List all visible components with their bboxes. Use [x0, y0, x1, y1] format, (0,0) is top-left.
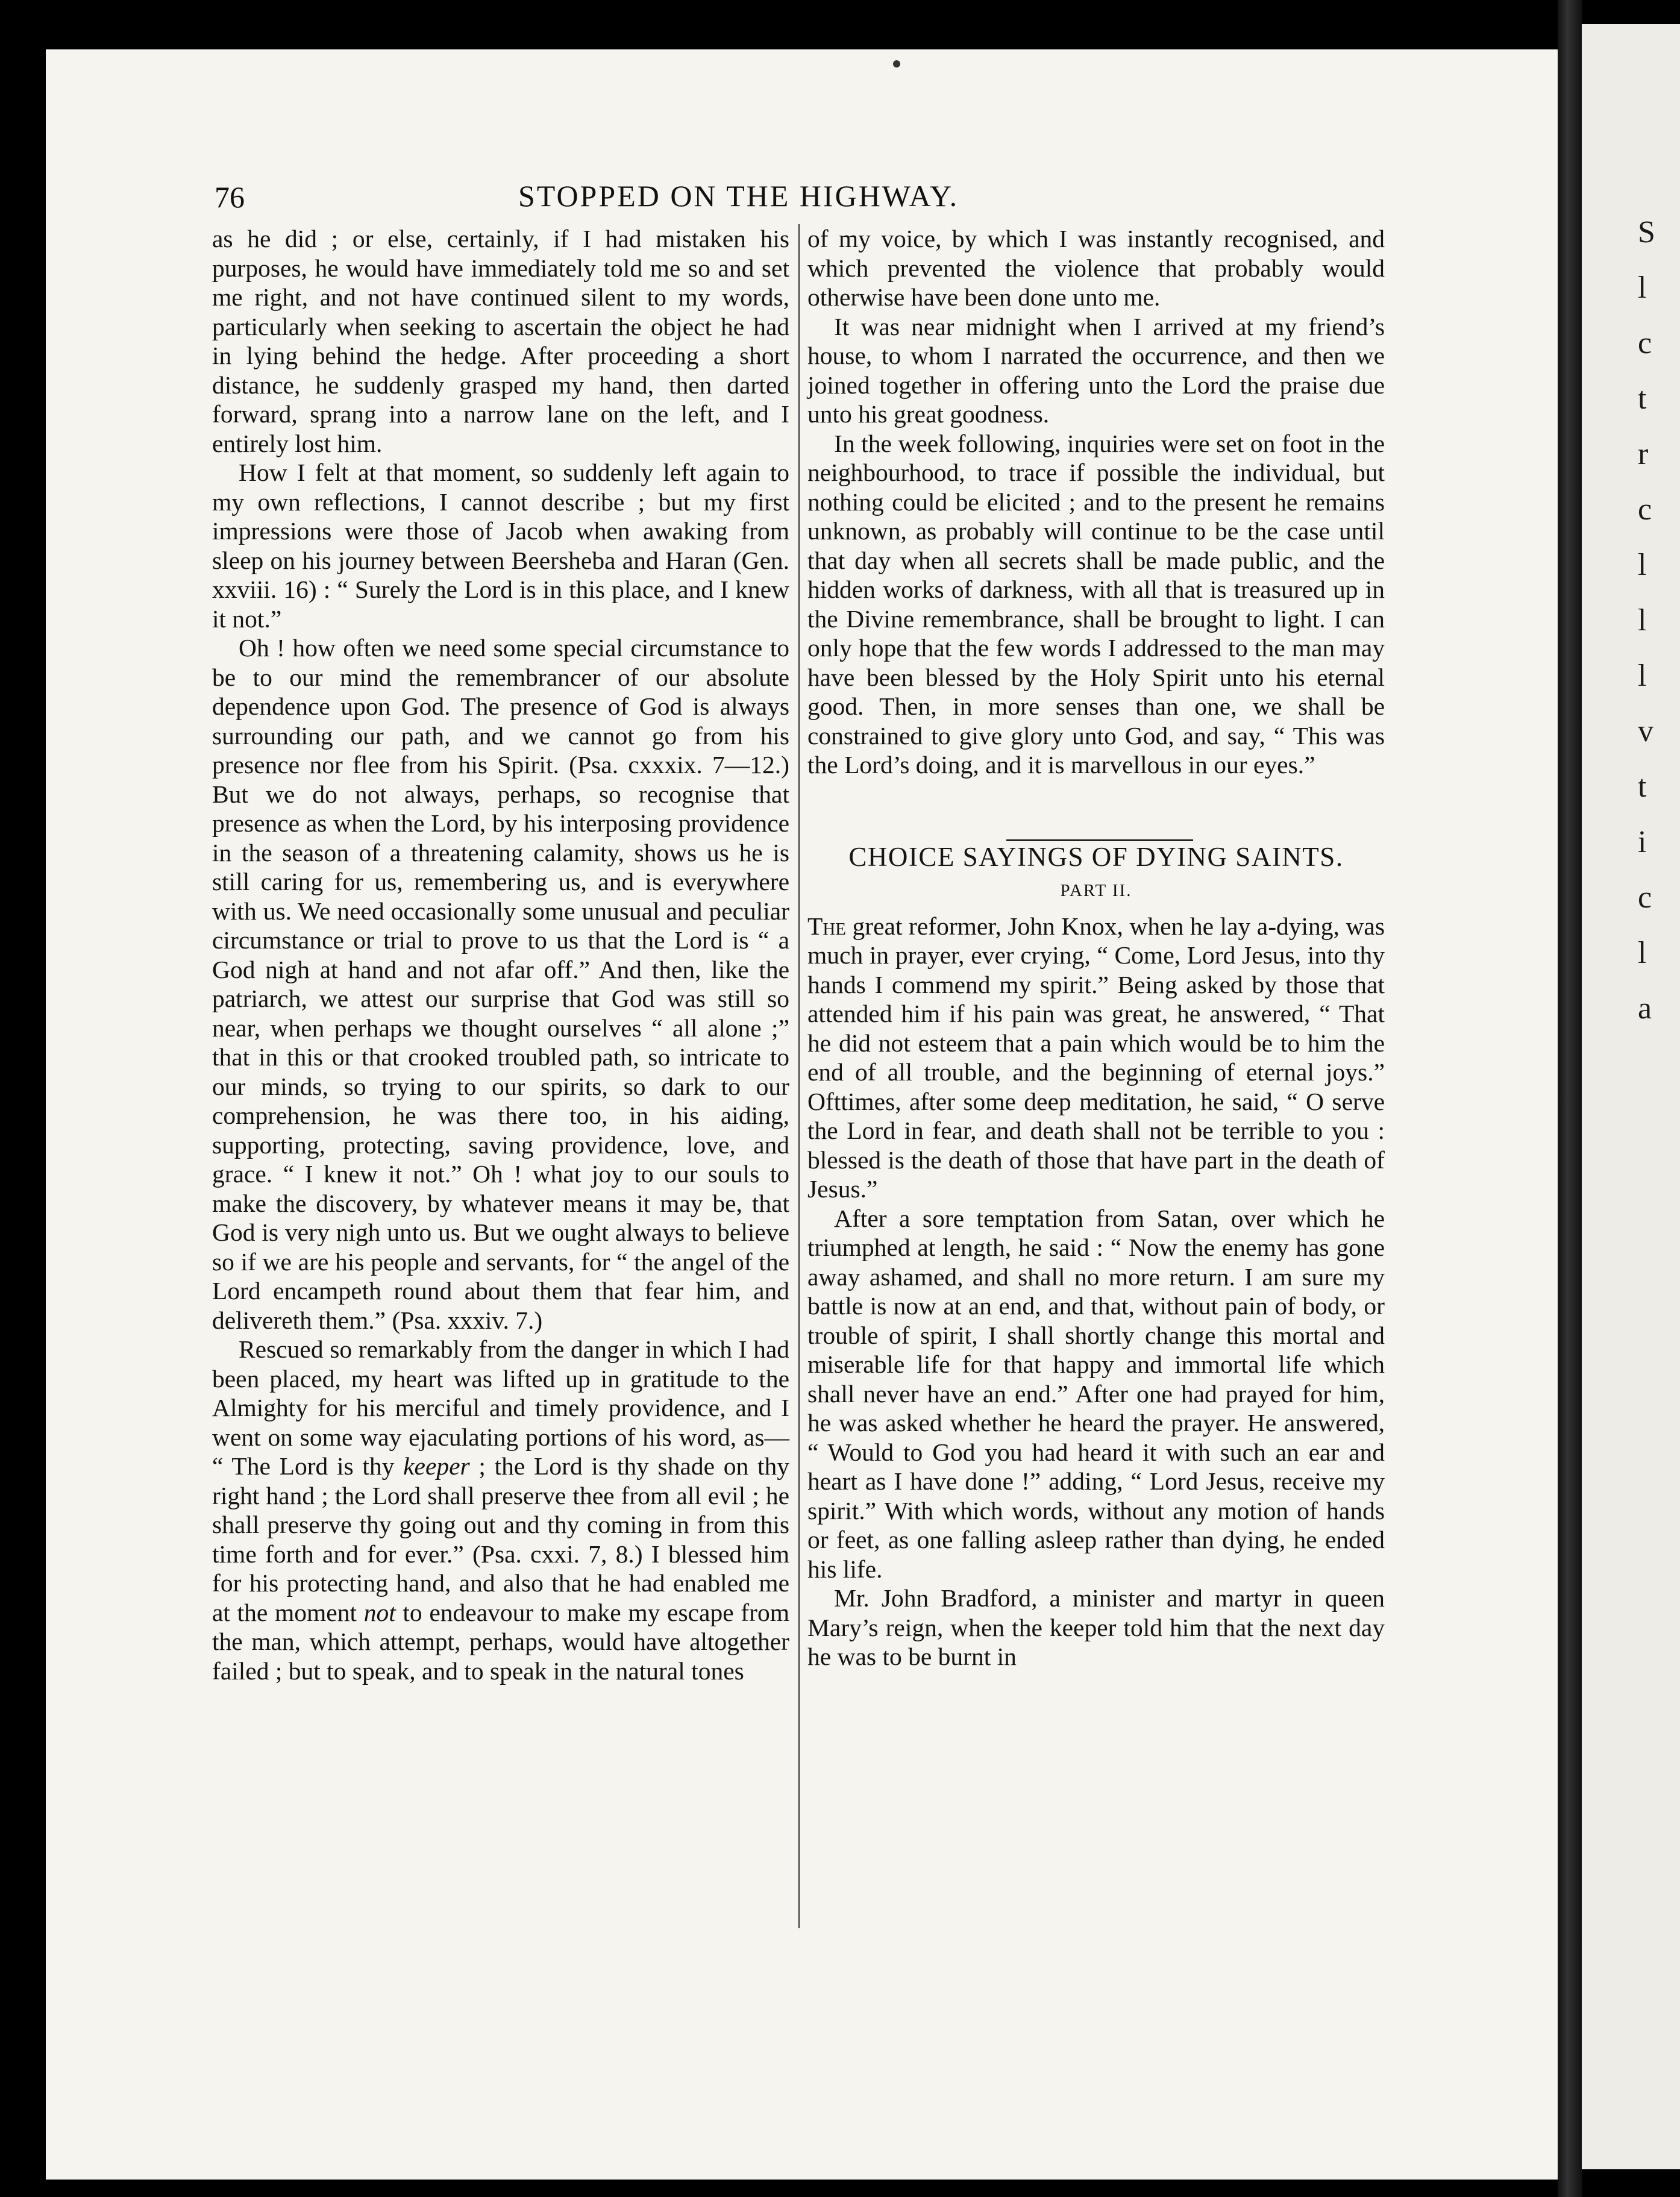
- text-run: Rescued so remarkably from the danger in which I had been placed, my heart was lifted up in gratitude to the Almighty for his merciful and timely providence, and I went on some way ejaculating portions of his word, as— “ The Lord is thy: [212, 1335, 789, 1480]
- paragraph: Oh ! how often we need some special circumstance to be to our mind the remembrancer of our absolute dependence upon God. The presence of God is always surrounding our path, and we cannot go from his presence nor flee from his Spirit. (Psa. cxxxix. 7—12.) But we do not always, perhaps, so recognise that presence as when the Lord, by his interposing providence in the season of a threatening calamity, shows us he is still caring for us, remembering us, and is everywhere with us. We need occasionally some unusual and peculiar circumstance or trial to prove to us that the Lord is “ a God nigh at hand and not afar off.” And then, like the patriarch, we attest our surprise that God was still so near, when perhaps we thought ourselves “ all alone ;” that in this or that crooked troubled path, so intricate to our minds, so trying to our spirits, so dark to our comprehension, he was there too, in his aiding, supporting, protecting, saving providence, love, and grace. “ I knew it not.” Oh ! what joy to our souls to make the discovery, by whatever means it may be, that God is very nigh unto us. But we ought always to believe so if we are his people and servants, for “ the angel of the Lord encampeth round about them that fear him, and delivereth them.” (Psa. xxxiv. 7.): [212, 634, 789, 1334]
- edge-letter: l: [1638, 548, 1647, 582]
- paragraph: [212, 1335, 789, 1685]
- edge-letter: a: [1638, 991, 1652, 1026]
- next-page-edge: [1582, 24, 1680, 2169]
- paragraph: Mr. John Bradford, a minister and martyr in queen Mary’s reign, when the keeper told him that the next day he was to be burnt in: [807, 1584, 1385, 1670]
- italic-keeper: keeper: [403, 1452, 470, 1480]
- column-rule: [798, 224, 800, 1928]
- running-title: STOPPED ON THE HIGHWAY.: [518, 179, 959, 213]
- edge-letter: t: [1638, 381, 1647, 416]
- edge-letter: r: [1638, 437, 1649, 471]
- text-run: great reformer, John Knox, when he lay a-dying, was much in prayer, ever crying, “ Come, Lord Jesus, into thy hands I commend my spirit.” Being asked by those that attended him if his pain was great, he answered, “ That he did not esteem that a pain which would be to him the end of all trouble, and the beginning of eternal joys.” Ofttimes, after some deep meditation, he said, “ O serve the Lord in fear, and death shall not be terrible to you : blessed is the death of those that have part in the death of Jesus.”: [807, 912, 1385, 1203]
- edge-letter: l: [1638, 659, 1647, 693]
- edge-letter: c: [1638, 326, 1652, 360]
- edge-letter: l: [1638, 603, 1647, 638]
- paragraph: as he did ; or else, certainly, if I had mistaken his purposes, he would have immediately told me so and set me right, and not have continued silent to my words, particularly when seeking to ascertain the object he had in lying behind the hedge. After proceeding a short distance, he suddenly grasped my hand, then darted forward, sprang into a narrow lane on the left, and I entirely lost him.: [212, 225, 789, 457]
- section-separator: [1006, 839, 1193, 841]
- right-column: [807, 224, 1385, 1672]
- paragraph: In the week following, inquiries were set on foot in the neighbourhood, to trace if possible the individual, but nothing could be elicited ; and to the present he remains unknown, as probably will continue to be the case until that day when all secrets shall be made public, and the hidden works of darkness, with all that is treasured up in the Divine remembrance, shall be brought to light. I can only hope that the few words I addressed to the man may have been blessed by the Holy Spirit unto his eternal good. Then, in more senses than one, we shall be constrained to give glory unto God, and say, “ This was the Lord’s doing, and it is marvellous in our eyes.”: [807, 429, 1385, 779]
- left-column: [212, 224, 789, 1685]
- drop-word: The: [807, 912, 847, 940]
- edge-letter: l: [1638, 936, 1647, 970]
- page-number: 76: [215, 180, 245, 214]
- edge-letter: t: [1638, 769, 1647, 804]
- binding-gutter: [1558, 0, 1582, 2197]
- edge-letter: l: [1638, 271, 1647, 305]
- ink-dot: [893, 60, 900, 67]
- part-label: PART II.: [1060, 881, 1132, 900]
- paragraph: It was near midnight when I arrived at my friend’s house, to whom I narrated the occurrence, and then we joined together in offering unto the Lord the praise due unto his great goodness.: [807, 312, 1385, 428]
- edge-letter: c: [1638, 492, 1652, 527]
- paragraph: After a sore temptation from Satan, over which he triumphed at length, he said : “ Now the enemy has gone away ashamed, and shall no more return. I am sure my battle is now at an end, and that, without pain of body, or trouble of spirit, I shall shortly change this mortal and miserable life for that happy and immortal life which shall never have an end.” After one had prayed for him, he was asked whether he heard the prayer. He answered, “ Would to God you had heard it with such an ear and heart as I have done !” adding, “ Lord Jesus, receive my spirit.” With which words, without any motion of hands or feet, as one falling asleep rather than dying, he ended his life.: [807, 1204, 1385, 1583]
- paragraph: of my voice, by which I was instantly recognised, and which prevented the violence that probably would otherwise have been done unto me.: [807, 225, 1385, 311]
- italic-not: not: [363, 1598, 396, 1626]
- paragraph: How I felt at that moment, so suddenly left again to my own reflections, I cannot describe ; but my first impressions were those of Jacob when awaking from sleep on his journey between Beersheba and Haran (Gen. xxviii. 16) : “ Surely the Lord is in this place, and I knew it not.”: [212, 459, 789, 633]
- edge-letter: i: [1638, 825, 1647, 859]
- edge-letter: v: [1638, 714, 1653, 748]
- edge-letter: c: [1638, 880, 1652, 915]
- text-run: ; the Lord is thy shade on thy right hand ; the Lord shall preserve thee from all evil ; he shall preserve thy going out and thy coming in from this time forth and for ever.” (Psa. cxxi. 7, 8.) I blessed him for his protecting hand, and also that he had enabled me at the moment: [212, 1452, 789, 1626]
- paragraph: [807, 912, 1385, 1204]
- section-title: CHOICE SAYINGS OF DYING SAINTS.: [848, 841, 1344, 872]
- text-run: to endeavour to make my escape from the man, which attempt, perhaps, would have altogether failed ; but to speak, and to speak in the natural tones: [212, 1598, 789, 1685]
- edge-letter: S: [1638, 215, 1655, 249]
